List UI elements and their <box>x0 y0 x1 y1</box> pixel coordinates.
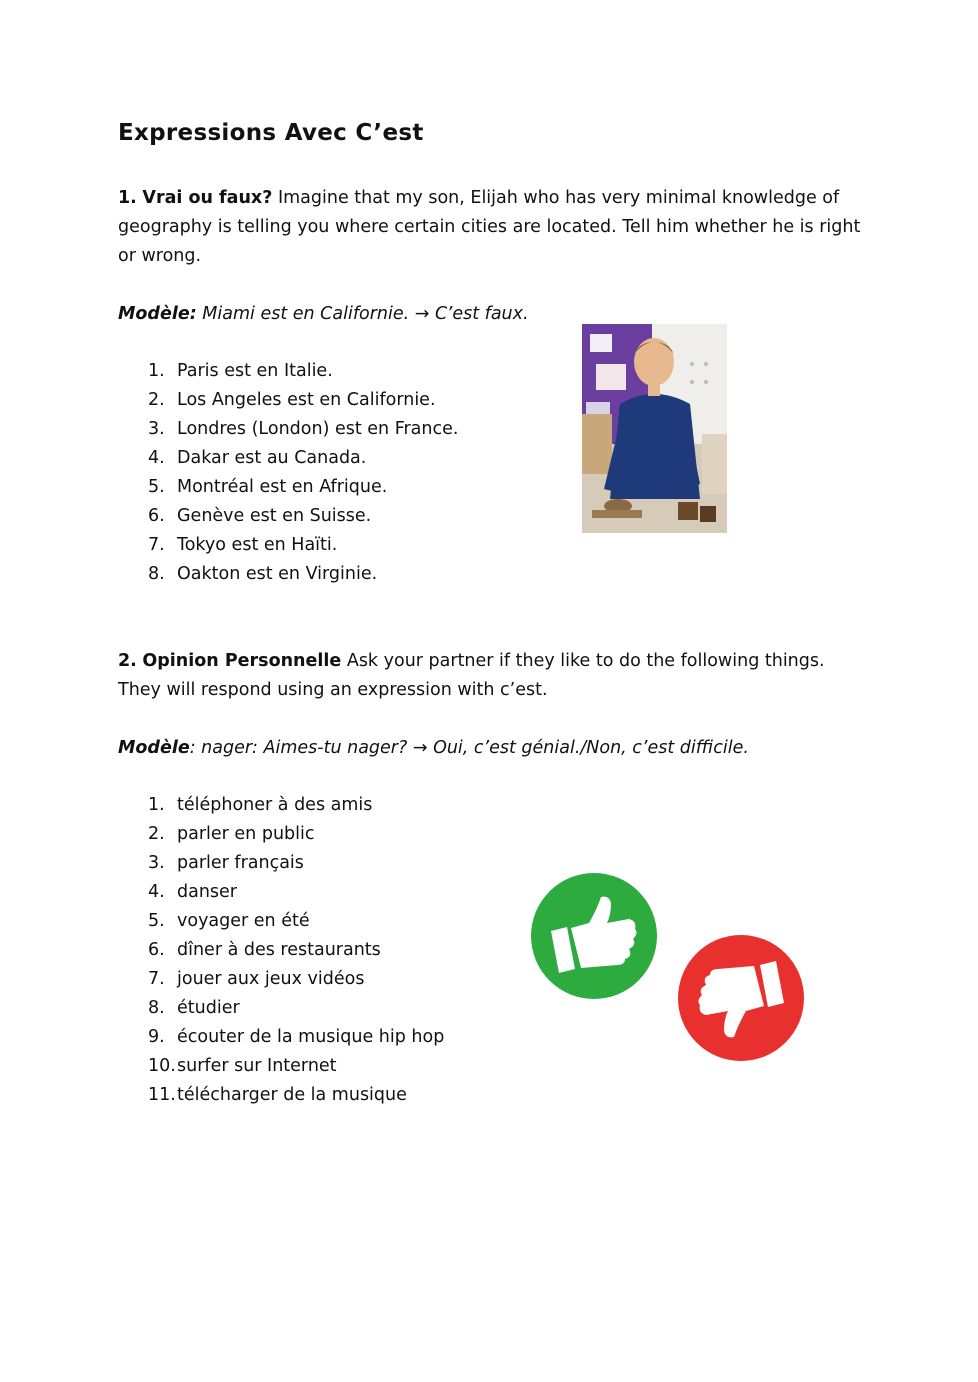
list-item-text: parler en public <box>177 824 315 844</box>
page-title: Expressions Avec C’est <box>118 120 424 146</box>
list-item-text: écouter de la musique hip hop <box>177 1027 445 1047</box>
list-item-number: 8. <box>148 998 165 1018</box>
section1-number: 1. <box>118 188 137 208</box>
list-item-number: 1. <box>148 361 165 381</box>
list-item <box>118 965 444 994</box>
list-item-number: 3. <box>148 853 165 873</box>
list-item <box>118 357 458 386</box>
list-item <box>118 531 458 560</box>
list-item <box>118 473 458 502</box>
list-item-text: surfer sur Internet <box>177 1056 337 1076</box>
list-item-text: Londres (London) est en France. <box>177 419 459 439</box>
section2-number: 2. <box>118 651 137 671</box>
list-item <box>118 820 444 849</box>
list-item-number: 5. <box>148 911 165 931</box>
list-item <box>118 502 458 531</box>
list-item <box>118 444 458 473</box>
list-item-number: 2. <box>148 824 165 844</box>
section1-instructions <box>118 184 868 271</box>
list-item-number: 3. <box>148 419 165 439</box>
list-item <box>118 1052 444 1081</box>
list-item-text: Los Angeles est en Californie. <box>177 390 436 410</box>
section2-instructions <box>118 647 868 705</box>
list-item-number: 5. <box>148 477 165 497</box>
section2-heading: Opinion Personnelle <box>142 651 342 671</box>
list-item-number: 9. <box>148 1027 165 1047</box>
list-item-text: Montréal est en Afrique. <box>177 477 388 497</box>
section1-model <box>118 300 529 329</box>
list-item-number: 2. <box>148 390 165 410</box>
section2-instruction-text: Ask your partner if they like to do the following things. They will respond using an expression with c’est. <box>118 651 825 700</box>
list-item <box>118 386 458 415</box>
section2-model-label: Modèle <box>118 738 190 758</box>
section1-list <box>118 357 458 589</box>
list-item <box>118 907 444 936</box>
list-item-text: téléphoner à des amis <box>177 795 373 815</box>
list-item-text: dîner à des restaurants <box>177 940 381 960</box>
section1-model-label: Modèle: <box>118 304 197 324</box>
list-item-number: 1. <box>148 795 165 815</box>
list-item-text: Oakton est en Virginie. <box>177 564 378 584</box>
list-item-text: jouer aux jeux vidéos <box>177 969 365 989</box>
list-item <box>118 415 458 444</box>
list-item-text: voyager en été <box>177 911 310 931</box>
section1-instruction-text: Imagine that my son, Elijah who has very minimal knowledge of geography is telling you where certain cities are located. Tell him whether he is right or wrong. <box>118 188 861 266</box>
list-item <box>118 878 444 907</box>
list-item <box>118 849 444 878</box>
section2-model <box>118 734 749 763</box>
section2-list <box>118 791 444 1110</box>
thumbs-up-icon <box>531 873 657 999</box>
list-item <box>118 936 444 965</box>
list-item-text: parler français <box>177 853 304 873</box>
list-item-text: Paris est en Italie. <box>177 361 333 381</box>
list-item <box>118 791 444 820</box>
list-item-text: Genève est en Suisse. <box>177 506 372 526</box>
section1-model-text: Miami est en Californie. → C’est faux. <box>202 304 529 324</box>
list-item-number: 10. <box>148 1056 176 1076</box>
child-photo <box>582 324 727 533</box>
list-item <box>118 994 444 1023</box>
list-item <box>118 1081 444 1110</box>
list-item <box>118 560 458 589</box>
list-item-number: 6. <box>148 940 165 960</box>
list-item-text: Dakar est au Canada. <box>177 448 367 468</box>
list-item-text: télécharger de la musique <box>177 1085 407 1105</box>
list-item-number: 7. <box>148 969 165 989</box>
section1-heading: Vrai ou faux? <box>142 188 273 208</box>
thumbs-down-icon <box>678 935 804 1061</box>
list-item-number: 11. <box>148 1085 176 1105</box>
list-item-number: 8. <box>148 564 165 584</box>
list-item-number: 4. <box>148 448 165 468</box>
list-item-number: 4. <box>148 882 165 902</box>
list-item-text: étudier <box>177 998 240 1018</box>
section2-model-text: : nager: Aimes-tu nager? → Oui, c’est génial./Non, c’est difficile. <box>189 738 749 758</box>
list-item-text: danser <box>177 882 238 902</box>
list-item-text: Tokyo est en Haïti. <box>177 535 338 555</box>
list-item <box>118 1023 444 1052</box>
list-item-number: 6. <box>148 506 165 526</box>
list-item-number: 7. <box>148 535 165 555</box>
